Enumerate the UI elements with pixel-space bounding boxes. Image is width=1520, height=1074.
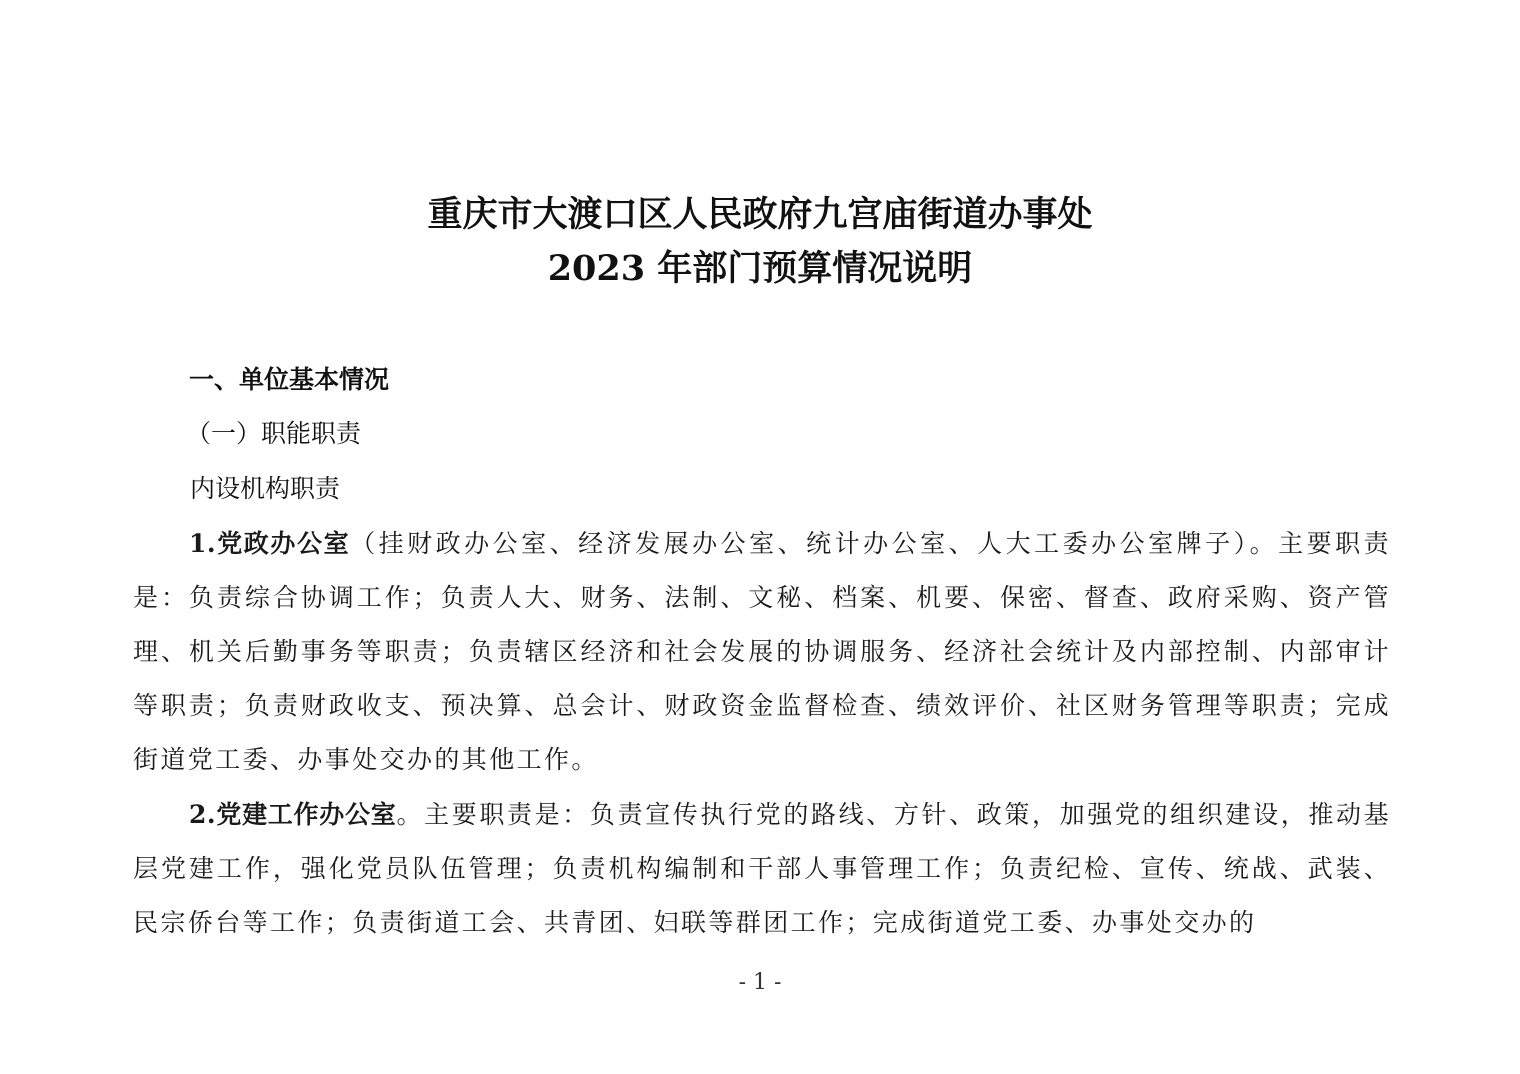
document-title-line1: 重庆市大渡口区人民政府九宫庙街道办事处 xyxy=(427,194,1093,235)
paragraph-body: 。主要职责是：负责宣传执行党的路线、方针、政策，加强党的组织建设，推动基层党建工作，强化党员队伍管理；负责机构编制和干部人事管理工作；负责纪检、宣传、统战、武装、民宗侨台等工作；负责街道工会、共青团、妇联等群团工作；完成街道党工委、办事处交办的 xyxy=(133,800,1391,937)
paragraph-party-building-office xyxy=(133,788,1391,950)
paragraph-body: （挂财政办公室、经济发展办公室、统计办公室、人大工委办公室牌子）。主要职责是：负责综合协调工作；负责人大、财务、法制、文秘、档案、机要、保密、督查、政府采购、资产管理、机关后勤事务等职责；负责辖区经济和社会发展的协调服务、经济社会统计及内部控制、内部审计等职责；负责财政收支、预决算、总会计、财政资金监督检查、绩效评价、社区财务管理等职责；完成街道党工委、办事处交办的其他工作。 xyxy=(133,529,1391,774)
page-number: - 1 - xyxy=(738,970,782,995)
paragraph-party-office xyxy=(133,517,1391,787)
section-heading: 一、单位基本情况 xyxy=(189,365,390,394)
subsection-heading: （一）职能职责 xyxy=(186,419,362,448)
paragraph-lead: 1.党政办公室 xyxy=(189,529,351,558)
document-title-line2: 2023 年部门预算情况说明 xyxy=(547,248,973,289)
paragraph-lead: 2.党建工作办公室 xyxy=(189,800,397,829)
internal-institutions-heading: 内设机构职责 xyxy=(190,474,341,503)
